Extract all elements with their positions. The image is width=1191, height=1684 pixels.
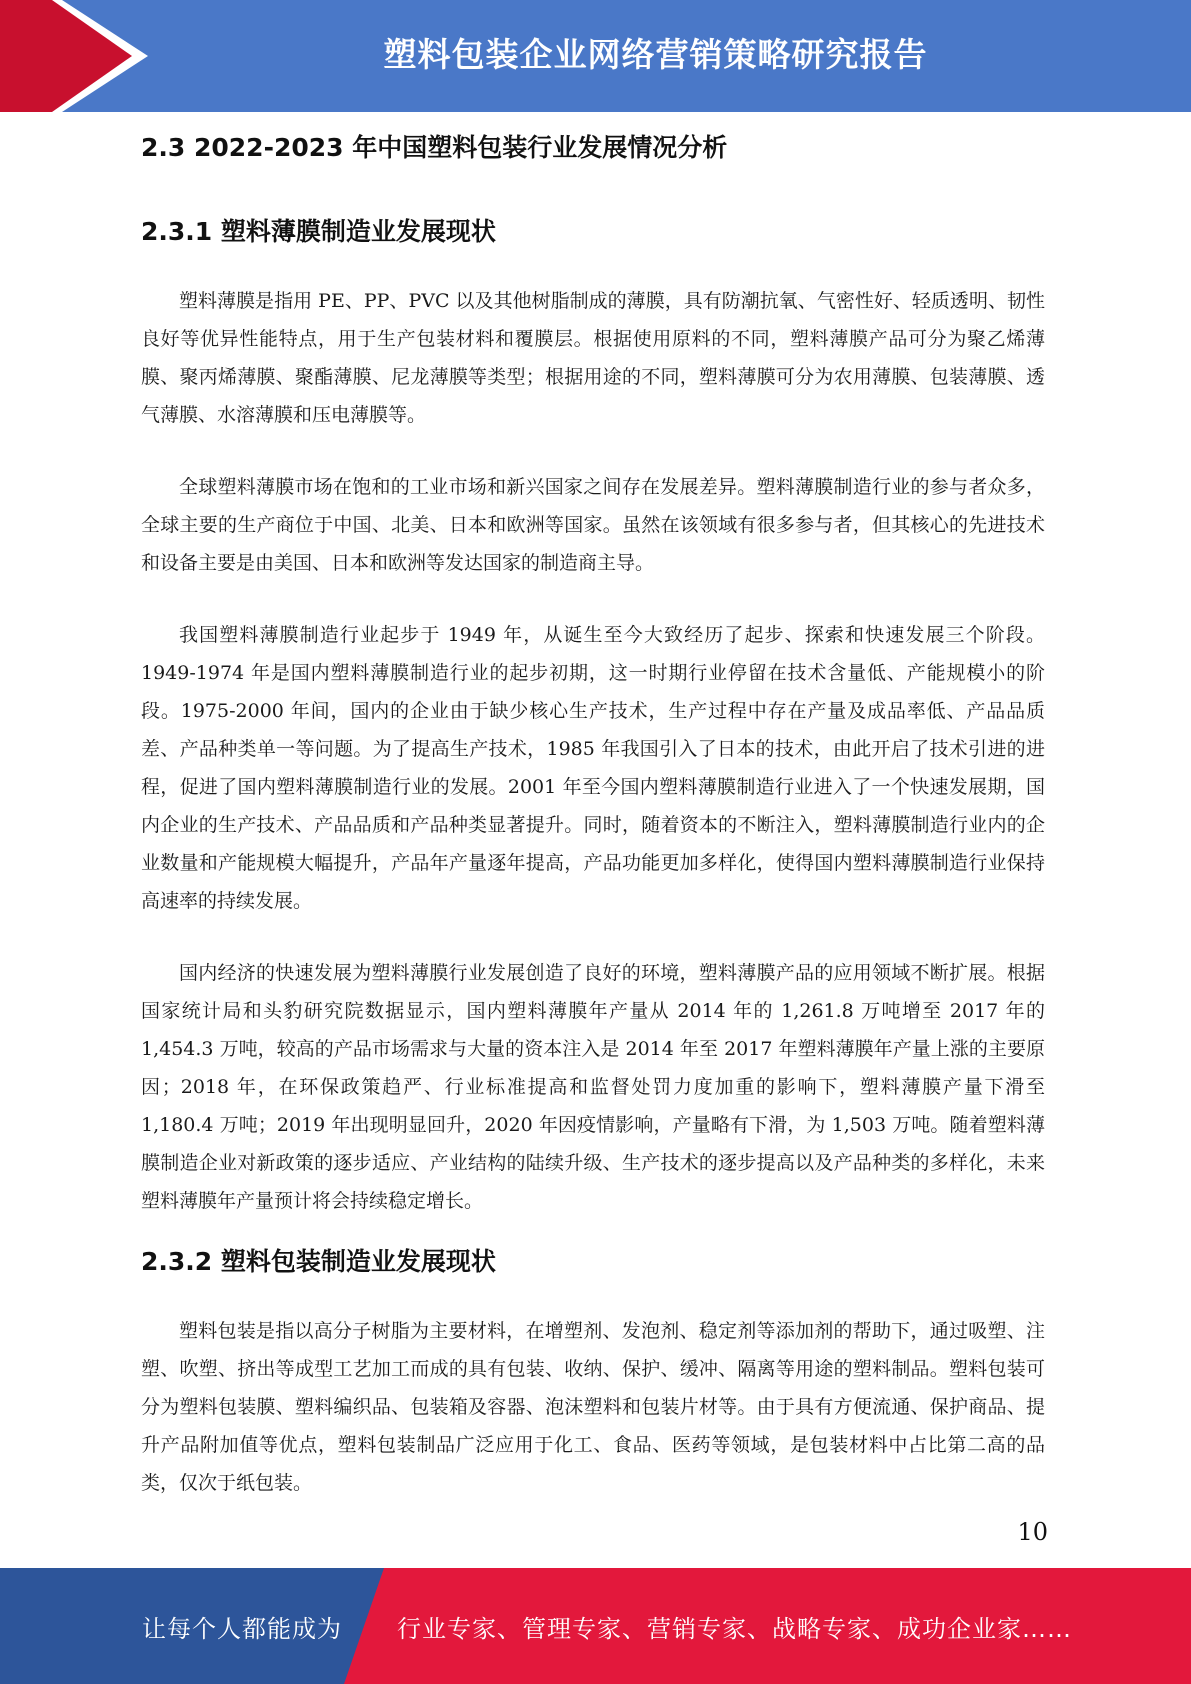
footer-slogan-right: 行业专家、管理专家、营销专家、战略专家、成功企业家…… [397,1614,1072,1643]
report-title: 塑料包装企业网络营销策略研究报告 [383,34,928,74]
page-header [0,0,1191,112]
paragraph: 我国塑料薄膜制造行业起步于 1949 年，从诞生至今大致经历了起步、探索和快速发展三个阶段。1949-1974 年是国内塑料薄膜制造行业的起步初期，这一时期行业停留在技术含量低、产能规模小的阶段。1975-2000 年间，国内的企业由于缺少核心生产技术，生产过程中存在产量及成品率低、产品品质差、产品种类单一等问题。为了提高生产技术，1985 年我国引入了日本的技术，由此开启了技术引进的进程，促进了国内塑料薄膜制造行业的发展。2001 年至今国内塑料薄膜制造行业进入了一个快速发展期，国内企业的生产技术、产品品质和产品种类显著提升。同时，随着资本的不断注入，塑料薄膜制造行业内的企业数量和产能规模大幅提升，产品年产量逐年提高，产品功能更加多样化，使得国内塑料薄膜制造行业保持高速率的持续发展。 [141,624,1045,912]
section-2-3-2-title: 2.3.2 塑料包装制造业发展现状 [141,1247,496,1276]
section-2-3-1-title: 2.3.1 塑料薄膜制造业发展现状 [141,217,496,246]
page-footer [0,1568,1191,1684]
page-number: 10 [1017,1518,1048,1546]
section-2-3-title: 2.3 2022-2023 年中国塑料包装行业发展情况分析 [141,133,728,162]
paragraph: 国内经济的快速发展为塑料薄膜行业发展创造了良好的环境，塑料薄膜产品的应用领域不断扩展。根据国家统计局和头豹研究院数据显示，国内塑料薄膜年产量从 2014 年的 1,261.8 万吨增至 2017 年的 1,454.3 万吨，较高的产品市场需求与大量的资本注入是 2014 年至 2017 年塑料薄膜年产量上涨的主要原因；2018 年，在环保政策趋严、行业标准提高和监督处罚力度加重的影响下，塑料薄膜产量下滑至 1,180.4 万吨；2019 年出现明显回升，2020 年因疫情影响，产量略有下滑，为 1,503 万吨。随着塑料薄膜制造企业对新政策的逐步适应、产业结构的陆续升级、生产技术的逐步提高以及产品种类的多样化，未来塑料薄膜年产量预计将会持续稳定增长。 [141,962,1045,1212]
footer-slogan-left: 让每个人都能成为 [142,1614,342,1643]
paragraph: 塑料包装是指以高分子树脂为主要材料，在增塑剂、发泡剂、稳定剂等添加剂的帮助下，通过吸塑、注塑、吹塑、挤出等成型工艺加工而成的具有包装、收纳、保护、缓冲、隔离等用途的塑料制品。塑料包装可分为塑料包装膜、塑料编织品、包装箱及容器、泡沫塑料和包装片材等。由于具有方便流通、保护商品、提升产品附加值等优点，塑料包装制品广泛应用于化工、食品、医药等领域，是包装材料中占比第二高的品类，仅次于纸包装。 [141,1320,1045,1494]
paragraph: 塑料薄膜是指用 PE、PP、PVC 以及其他树脂制成的薄膜，具有防潮抗氧、气密性好、轻质透明、韧性良好等优异性能特点，用于生产包装材料和覆膜层。根据使用原料的不同，塑料薄膜产品可分为聚乙烯薄膜、聚丙烯薄膜、聚酯薄膜、尼龙薄膜等类型；根据用途的不同，塑料薄膜可分为农用薄膜、包装薄膜、透气薄膜、水溶薄膜和压电薄膜等。 [141,290,1045,426]
header-arrow-graphic [0,0,160,112]
paragraph: 全球塑料薄膜市场在饱和的工业市场和新兴国家之间存在发展差异。塑料薄膜制造行业的参与者众多，全球主要的生产商位于中国、北美、日本和欧洲等国家。虽然在该领域有很多参与者，但其核心的先进技术和设备主要是由美国、日本和欧洲等发达国家的制造商主导。 [141,476,1045,574]
main-content [141,128,1045,1502]
